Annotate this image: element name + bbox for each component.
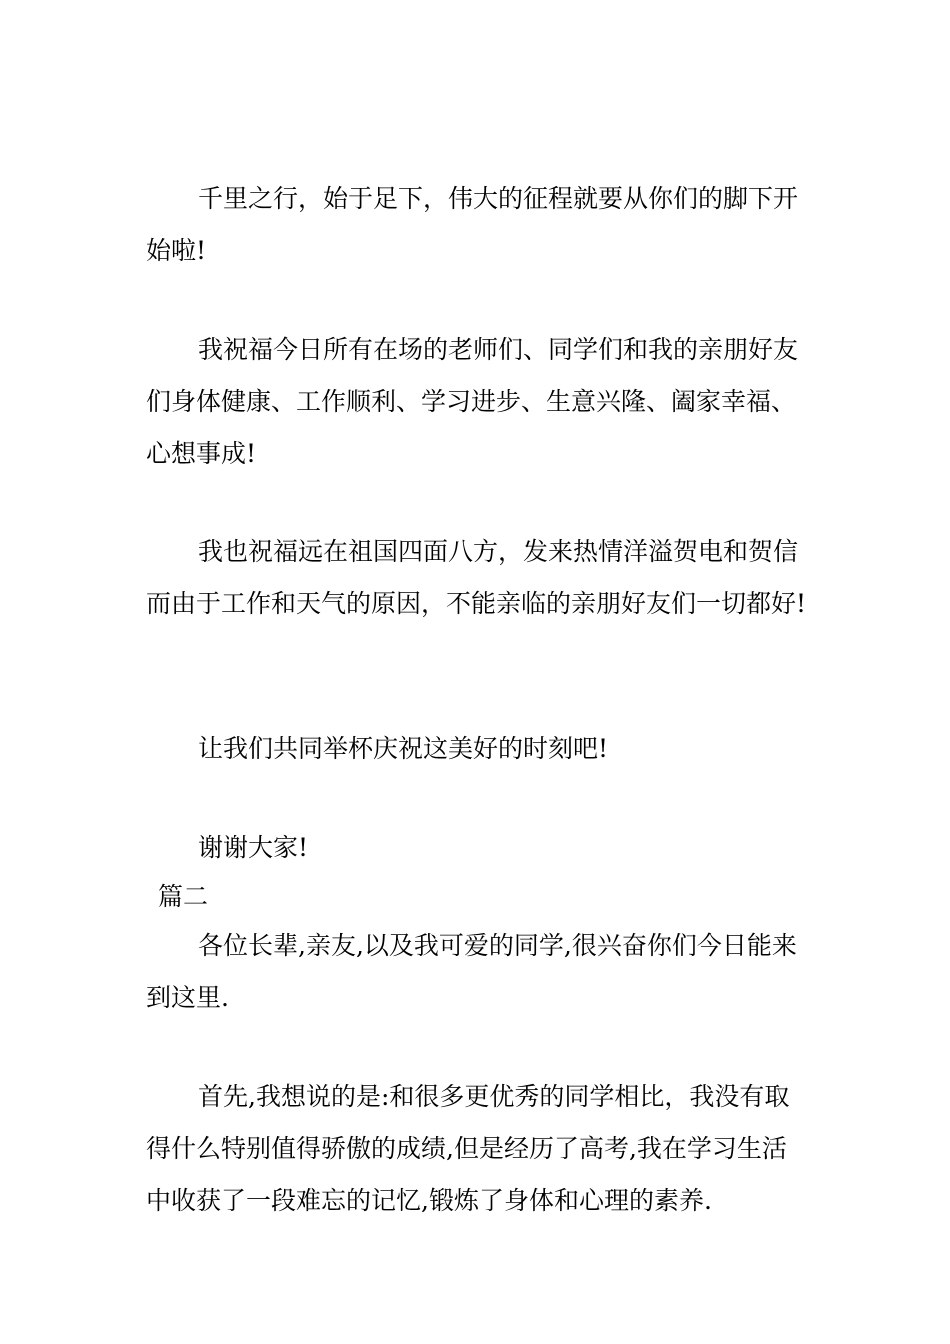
paragraph: 让我们共同举杯庆祝这美好的时刻吧! [198,734,609,763]
paragraph: 千里之行，始于足下，伟大的征程就要从你们的脚下开始啦! [146,184,799,265]
paragraph: 我祝福今日所有在场的老师们、同学们和我的亲朋好友们身体健康、工作顺利、学习进步、生意兴隆、阖家幸福、心想事成! [146,335,799,468]
paragraph: 我也祝福远在祖国四面八方，发来热情洋溢贺电和贺信而由于工作和天气的原因，不能亲临的亲朋好友们一切都好! [146,537,807,618]
section-heading: 篇二 [158,882,209,911]
paragraph: 首先,我想说的是:和很多更优秀的同学相比，我没有取得什么特别值得骄傲的成绩,但是经历了高考,我在学习生活中收获了一段难忘的记忆,锻炼了身体和心理的素养. [146,1082,790,1215]
paragraph: 各位长辈,亲友,以及我可爱的同学,很兴奋你们今日能来到这里. [146,931,797,1012]
paragraph: 谢谢大家! [198,833,309,862]
